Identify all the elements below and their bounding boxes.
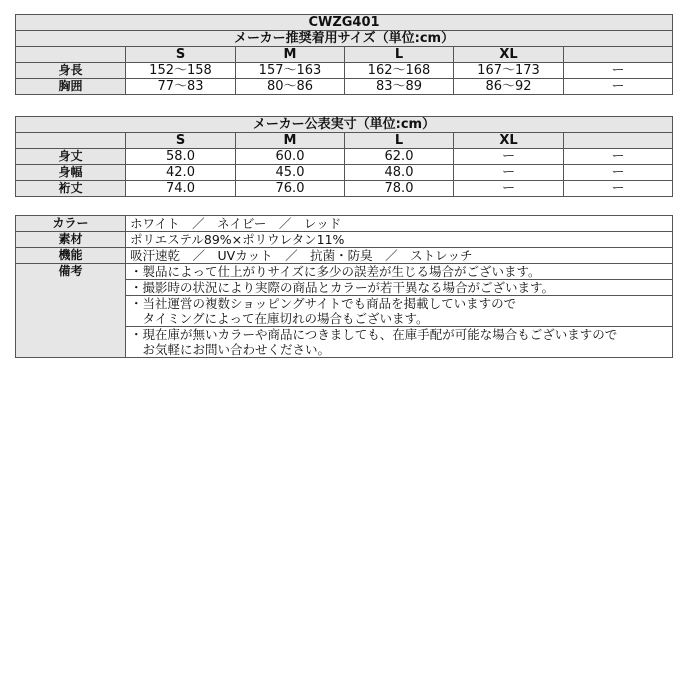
table-cell: 152〜158 xyxy=(126,63,236,79)
note-item xyxy=(126,296,673,327)
product-code: CWZG401 xyxy=(16,15,673,31)
table-cell: 78.0 xyxy=(345,181,454,197)
table-cell: 83〜89 xyxy=(345,79,454,95)
row-label-chest: 胸囲 xyxy=(16,79,126,95)
table-row xyxy=(16,248,673,264)
header-blank-cell xyxy=(16,47,126,63)
table-cell: ー xyxy=(454,181,564,197)
notes-label: 備考 xyxy=(16,264,126,358)
note-line: タイミングによって在庫切れの場合もございます。 xyxy=(130,311,429,326)
size-header-extra xyxy=(564,133,673,149)
table-cell: 162〜168 xyxy=(345,63,454,79)
row-label-length: 身丈 xyxy=(16,149,126,165)
table-cell: ー xyxy=(454,165,564,181)
table-cell: 167〜173 xyxy=(454,63,564,79)
table-cell: 157〜163 xyxy=(236,63,345,79)
table-cell: 45.0 xyxy=(236,165,345,181)
table-cell: 60.0 xyxy=(236,149,345,165)
note-line: ・撮影時の状況により実際の商品とカラーが若干異なる場合がございます。 xyxy=(130,280,555,295)
table-row xyxy=(16,264,673,280)
note-line: ・当社運営の複数ショッピングサイトでも商品を掲載していますので xyxy=(130,296,517,311)
material-label: 素材 xyxy=(16,232,126,248)
table-cell: ー xyxy=(564,149,673,165)
table-cell: ー xyxy=(454,149,564,165)
table-cell: 86〜92 xyxy=(454,79,564,95)
size-header-s: S xyxy=(126,133,236,149)
table-cell: 58.0 xyxy=(126,149,236,165)
table-cell: ー xyxy=(564,79,673,95)
size-header-xl: XL xyxy=(454,47,564,63)
table-row xyxy=(16,63,673,79)
color-value: ホワイト ／ ネイビー ／ レッド xyxy=(126,216,673,232)
table-cell: 42.0 xyxy=(126,165,236,181)
size-header-m: M xyxy=(236,47,345,63)
function-value: 吸汗速乾 ／ UVカット ／ 抗菌・防臭 ／ ストレッチ xyxy=(126,248,673,264)
note-line: お気軽にお問い合わせください。 xyxy=(130,342,331,357)
table-row xyxy=(16,216,673,232)
row-label-width: 身幅 xyxy=(16,165,126,181)
table-cell: ー xyxy=(564,63,673,79)
row-label-sleeve: 裄丈 xyxy=(16,181,126,197)
note-item xyxy=(126,264,673,280)
official-measurement-title: メーカー公表実寸（単位:cm） xyxy=(16,117,673,133)
table-cell: 77〜83 xyxy=(126,79,236,95)
note-line: ・製品によって仕上がりサイズに多少の誤差が生じる場合がございます。 xyxy=(130,264,541,279)
table-cell: 62.0 xyxy=(345,149,454,165)
table-row xyxy=(16,165,673,181)
size-header-l: L xyxy=(345,47,454,63)
table-cell: 76.0 xyxy=(236,181,345,197)
recommended-size-title: メーカー推奨着用サイズ（単位:cm） xyxy=(16,31,673,47)
note-item xyxy=(126,280,673,296)
table-row xyxy=(16,79,673,95)
material-value: ポリエステル89%×ポリウレタン11% xyxy=(126,232,673,248)
table-row xyxy=(16,232,673,248)
table-row xyxy=(16,181,673,197)
color-label: カラー xyxy=(16,216,126,232)
note-line: ・現在庫が無いカラーや商品につきましても、在庫手配が可能な場合もございますので xyxy=(130,327,618,342)
size-header-extra xyxy=(564,47,673,63)
size-header-xl: XL xyxy=(454,133,564,149)
table-cell: 80〜86 xyxy=(236,79,345,95)
row-label-height: 身長 xyxy=(16,63,126,79)
table-cell: ー xyxy=(564,165,673,181)
note-item xyxy=(126,327,673,358)
recommended-size-table xyxy=(15,14,673,95)
size-header-l: L xyxy=(345,133,454,149)
table-row xyxy=(16,149,673,165)
table-cell: 48.0 xyxy=(345,165,454,181)
size-header-m: M xyxy=(236,133,345,149)
product-spec-table xyxy=(15,215,673,358)
table-cell: 74.0 xyxy=(126,181,236,197)
size-header-s: S xyxy=(126,47,236,63)
table-cell: ー xyxy=(564,181,673,197)
official-measurement-table xyxy=(15,116,673,197)
function-label: 機能 xyxy=(16,248,126,264)
header-blank-cell xyxy=(16,133,126,149)
